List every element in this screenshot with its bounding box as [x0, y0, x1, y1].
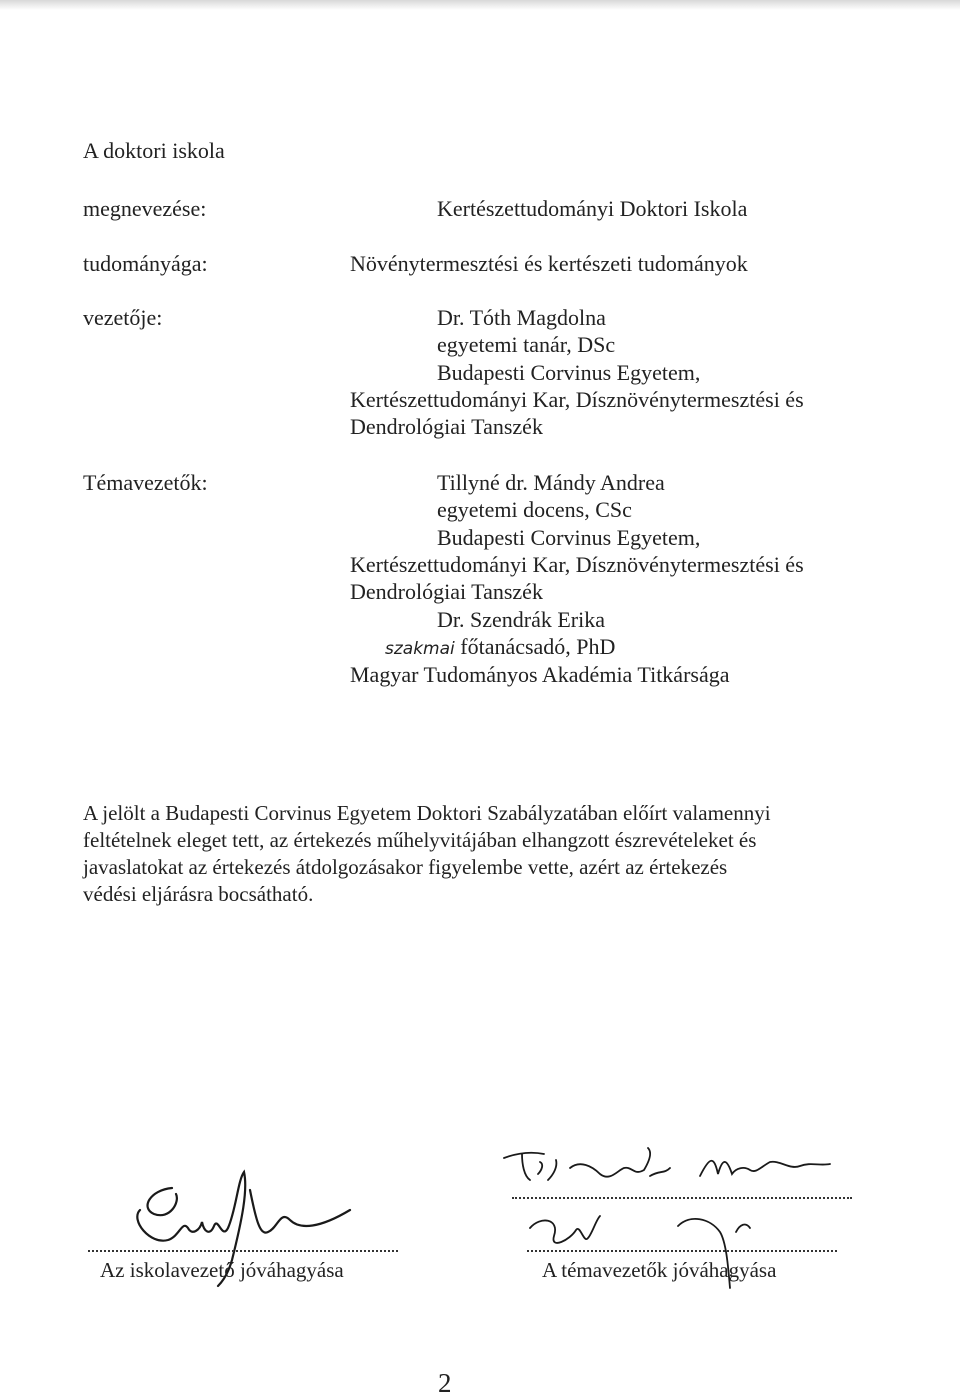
supervisor1-line: Kertészettudományi Kar, Dísznövénytermesztési és	[350, 552, 804, 577]
head-line: Dendrológiai Tanszék	[350, 414, 543, 439]
doctoral-school-heading: A doktori iskola	[83, 138, 225, 163]
supervisor1-line: Tillyné dr. Mándy Andrea	[437, 470, 665, 495]
signature-line	[527, 1250, 837, 1252]
statement-line: javaslatokat az értekezés átdolgozásakor figyelembe vette, azért az értekezés	[83, 855, 728, 879]
name-label: megnevezése:	[83, 196, 207, 221]
head-label: vezetője:	[83, 305, 163, 330]
signature-line	[88, 1250, 398, 1252]
statement-line: feltételnek eleget tett, az értekezés műhelyvitájában elhangzott észrevételeket és	[83, 828, 757, 852]
approval-statement	[83, 800, 916, 908]
supervisor2-title: főtanácsadó, PhD	[460, 634, 616, 659]
head-line: Dr. Tóth Magdolna	[437, 305, 606, 330]
supervisor2-org: Magyar Tudományos Akadémia Titkársága	[350, 662, 730, 687]
statement-line: A jelölt a Budapesti Corvinus Egyetem Doktori Szabályzatában előírt valamennyi	[83, 801, 771, 825]
discipline-label: tudományága:	[83, 251, 208, 276]
supervisor1-line: Budapesti Corvinus Egyetem,	[437, 525, 701, 550]
supervisor2-title-line	[385, 634, 615, 662]
signature-line	[512, 1197, 852, 1199]
supervisor1-line: egyetemi docens, CSc	[437, 497, 632, 522]
page-number: 2	[438, 1368, 452, 1398]
supervisors-approval-caption: A témavezetők jóváhagyása	[542, 1258, 777, 1282]
head-line: Kertészettudományi Kar, Dísznövénytermesztési és	[350, 387, 804, 412]
name-value: Kertészettudományi Doktori Iskola	[437, 196, 748, 221]
scan-edge	[0, 0, 960, 10]
head-line: Budapesti Corvinus Egyetem,	[437, 360, 701, 385]
supervisors-label: Témavezetők:	[83, 470, 208, 495]
supervisor1-line: Dendrológiai Tanszék	[350, 579, 543, 604]
statement-line: védési eljárásra bocsátható.	[83, 882, 314, 906]
school-head-approval-caption: Az iskolavezető jóváhagyása	[100, 1258, 344, 1282]
head-line: egyetemi tanár, DSc	[437, 332, 616, 357]
supervisor2-name: Dr. Szendrák Erika	[437, 607, 605, 632]
handwritten-correction: szakmai	[385, 639, 455, 659]
discipline-value: Növénytermesztési és kertészeti tudományok	[350, 251, 748, 276]
